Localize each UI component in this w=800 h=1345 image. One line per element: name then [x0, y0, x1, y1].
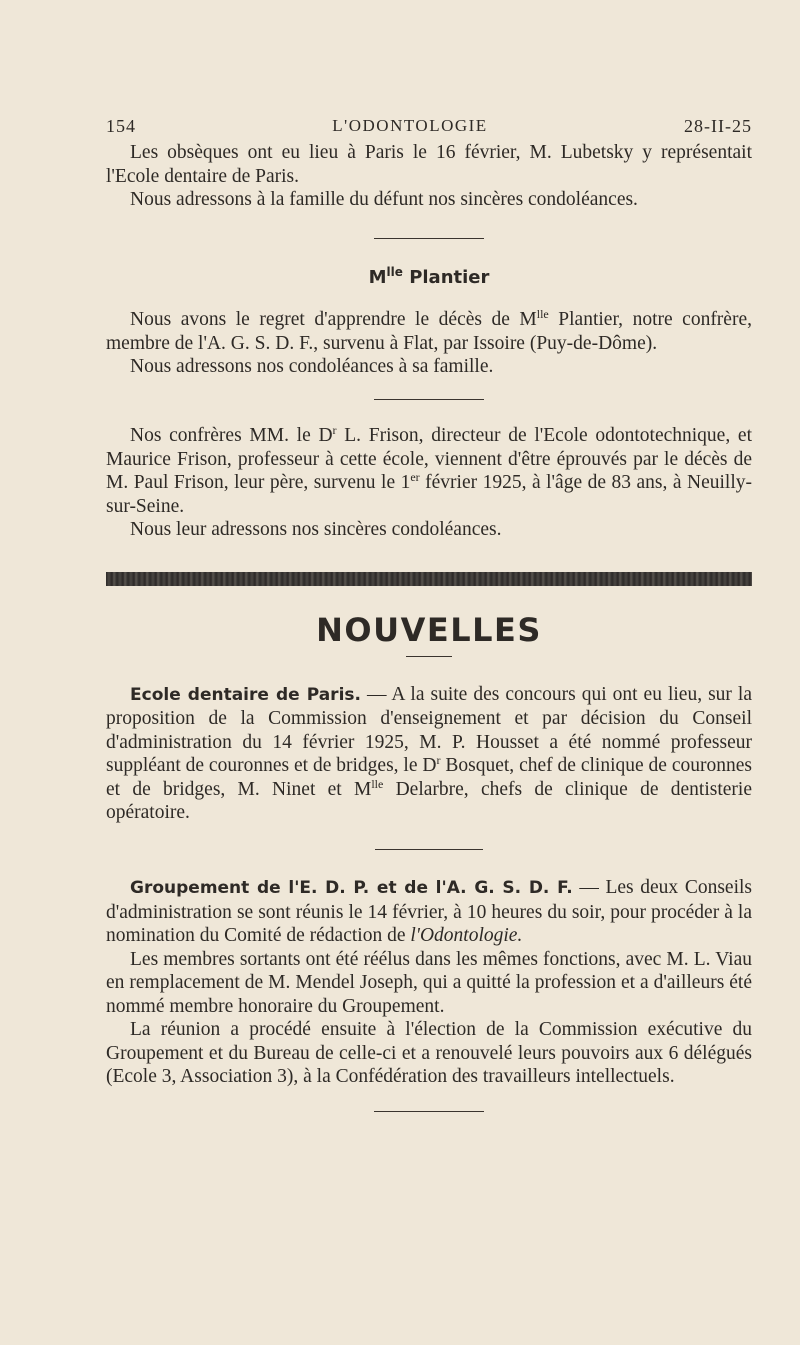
plantier-condolences: Nous adressons nos condoléances à sa famille. [130, 356, 494, 377]
condolences-paragraph: Nous adressons à la famille du défunt nos sincères condoléances. [130, 189, 638, 210]
nouvelles-title: NOUVELLES [316, 610, 542, 649]
ecole-dentaire-lead: Ecole dentaire de Paris. [130, 684, 361, 705]
journal-title: L'ODONTOLOGIE [332, 116, 488, 135]
groupement-election-paragraph: La réunion a procédé ensuite à l'élection de la Commission exécutive du Groupement et du Bureau de celle-ci et a renouvelé leurs pouvoirs aux 6 délégués (Ecole 3, Association 3), à la Confédération des travailleurs intellectuels. [106, 1019, 752, 1087]
groupement-paragraph: Groupement de l'E. D. P. et de l'A. G. S. D. F. — Les deux Conseils d'administration se sont réunis le 14 février, à 10 heures du soir, pour procéder à la nomination du Comité de rédaction de l'Odontologie. [106, 877, 753, 946]
groupement-lead: Groupement de l'E. D. P. et de l'A. G. S. D. F. [130, 878, 573, 898]
frison-condolences: Nous leur adressons nos sincères condoléances. [130, 519, 502, 540]
plantier-paragraph: Nous avons le regret d'apprendre le décès de $M^{lle}$ Plantier, notre confrère, membre de l'A. G. S. D. F., survenu à Flat, par Issoire (Puy-de-Dôme). [106, 307, 752, 354]
closing-divider [374, 1111, 484, 1113]
page [106, 116, 752, 1112]
section-divider [374, 238, 484, 240]
journal-name: l'Odontologie. [410, 925, 523, 946]
section-divider [374, 399, 484, 401]
ecole-dentaire-paragraph: Ecole dentaire de Paris. — A la suite des concours qui ont eu lieu, sur la proposition de la Commission d'enseignement et par décision du Conseil d'administration du 14 février 1925, M. P. Housset a été nommé professeur suppléant de couronnes et de bridges, le $D^r$ Bosquet, chef de clinique de couronnes et de bridges, M. Ninet et $M^{lle}$ Delarbre, chefs de clinique de dentisterie opératoire. [106, 683, 752, 823]
plantier-heading: $M^{lle}$ Plantier [368, 265, 490, 288]
page-number: 154 [106, 116, 136, 136]
running-header [106, 116, 752, 137]
groupement-members-paragraph: Les membres sortants ont été réélus dans les mêmes fonctions, avec M. L. Viau en remplacement de M. Mendel Joseph, qui a quitté la profession et a d'ailleurs été nommé membre honoraire du Groupement. [106, 948, 752, 1017]
section-divider [375, 849, 483, 851]
issue-date: 28-II-25 [684, 116, 752, 136]
decorative-band [106, 572, 752, 586]
title-underline [406, 656, 452, 657]
frison-paragraph: Nos confrères MM. le $D^r$ L. Frison, directeur de l'Ecole odontotechnique, et Maurice Frison, professeur à cette école, viennent d'être éprouvés par le décès de M. Paul Frison, leur père, survenu le 1er février 1925, à l'âge de 83 ans, à Neuilly-sur-Seine. [106, 423, 753, 517]
obituary-continuation-paragraph: Les obsèques ont eu lieu à Paris le 16 février, M. Lubetsky y représentait l'Ecole dentaire de Paris. [106, 142, 752, 187]
